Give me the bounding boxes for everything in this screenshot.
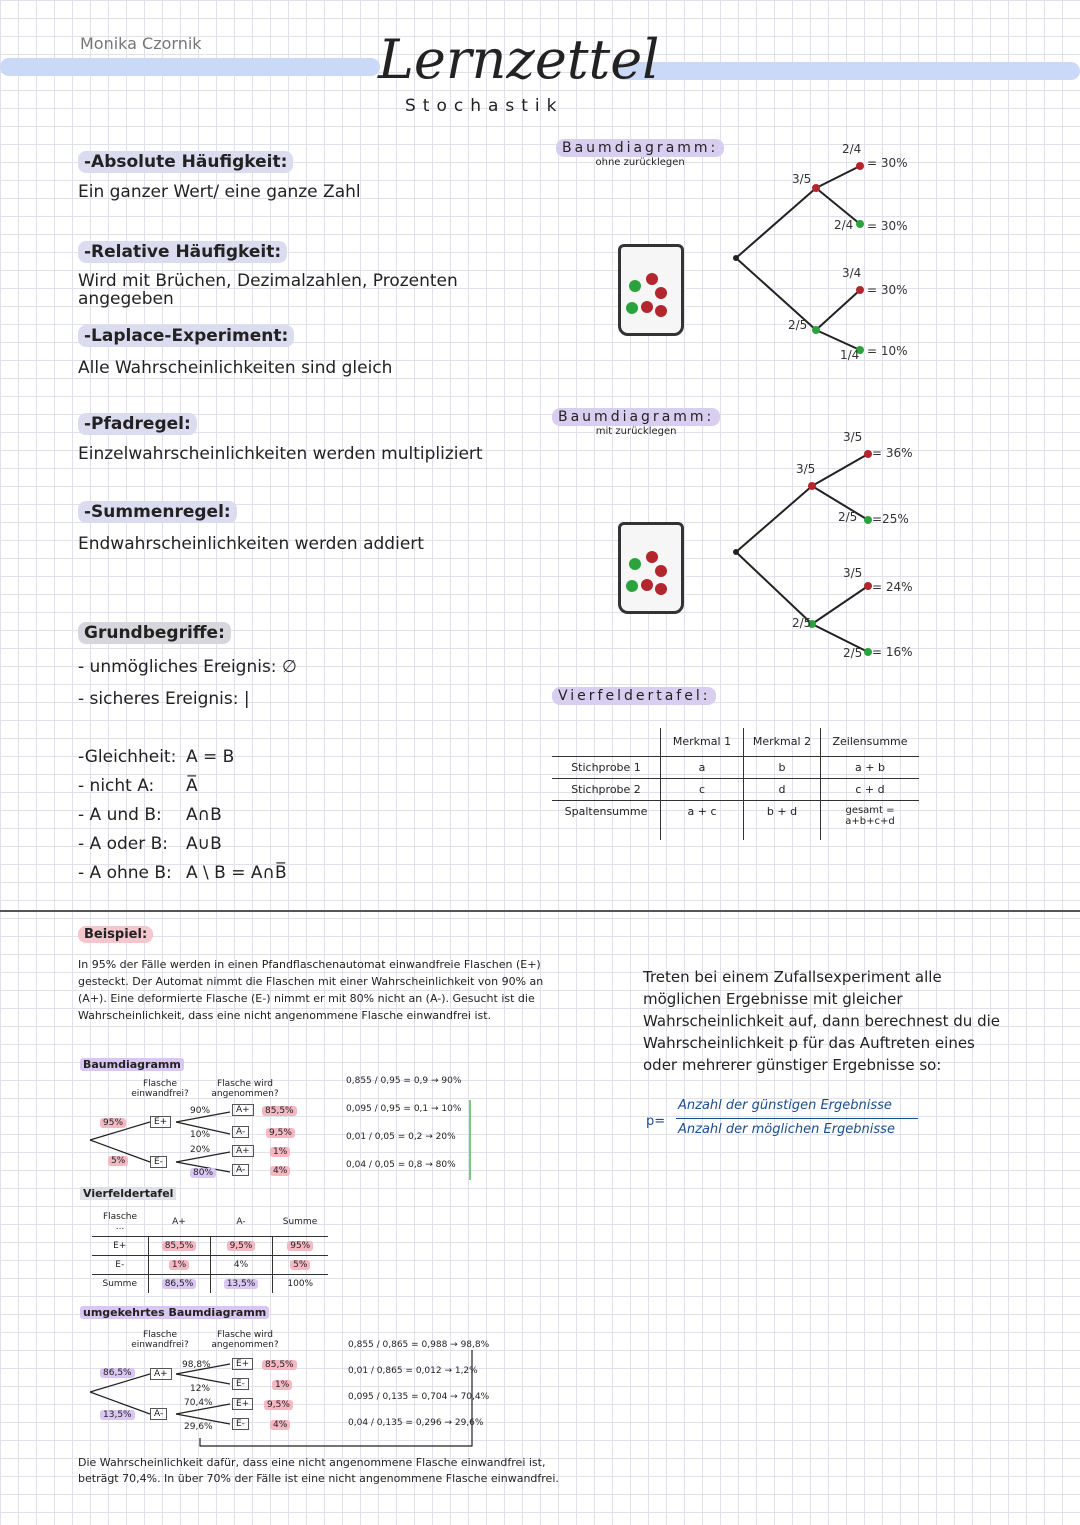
tree1-sub: ohne zurücklegen bbox=[595, 157, 685, 168]
tree1-branch: 2/4 bbox=[834, 218, 854, 232]
vf-cell: Flasche ... bbox=[102, 1212, 138, 1232]
tree2-branch: 2/5 bbox=[792, 616, 812, 630]
first-branch: 86,5% bbox=[100, 1368, 135, 1378]
grundbegriffe-heading: Grundbegriffe: bbox=[78, 622, 231, 644]
calc: 0,04 / 0,135 = 0,296 → 29,6% bbox=[348, 1418, 484, 1428]
vf-cell: 1% bbox=[148, 1256, 210, 1275]
leaf: E- bbox=[232, 1418, 249, 1430]
col-label: Flasche einwandfrei? bbox=[131, 1079, 189, 1099]
vf-cell: a + b bbox=[821, 756, 920, 778]
leaf: E+ bbox=[232, 1398, 253, 1410]
first-branch: 5% bbox=[108, 1156, 128, 1166]
leaf: A+ bbox=[232, 1104, 254, 1116]
vf-cell: 13,5% bbox=[210, 1275, 272, 1294]
notation-label: -Gleichheit: bbox=[78, 747, 177, 767]
page-title: Lernzettel bbox=[378, 28, 660, 91]
vf-cell: Spaltensumme bbox=[564, 804, 648, 818]
tree1-result: = 30% bbox=[867, 219, 908, 233]
grundbegriffe-item: - unmögliches Ereignis: ∅ bbox=[78, 657, 297, 677]
second-branch: 80% bbox=[190, 1168, 216, 1178]
calc: 0,095 / 0,95 = 0,1 → 10% bbox=[346, 1104, 462, 1114]
leaf-value: 9,5% bbox=[264, 1400, 293, 1410]
tree2-header bbox=[552, 408, 720, 437]
leaf: E+ bbox=[232, 1358, 253, 1370]
def-text: Alle Wahrscheinlichkeiten sind gleich bbox=[78, 358, 393, 378]
vf-cell: a + c bbox=[661, 800, 744, 840]
tree2-branch: 3/5 bbox=[796, 462, 816, 476]
node: A- bbox=[150, 1408, 167, 1420]
vf-cell: 86,5% bbox=[148, 1275, 210, 1294]
col-label: Flasche einwandfrei? bbox=[131, 1330, 189, 1350]
leaf: E- bbox=[232, 1378, 249, 1390]
leaf-value: 4% bbox=[270, 1420, 290, 1430]
calc: 0,04 / 0,05 = 0,8 → 80% bbox=[346, 1160, 456, 1170]
vf-cell: 85,5% bbox=[148, 1237, 210, 1256]
calc: 0,095 / 0,135 = 0,704 → 70,4% bbox=[348, 1392, 490, 1402]
vf-cell: a bbox=[661, 756, 744, 778]
page-subtitle: Stochastik bbox=[405, 96, 564, 116]
vf-cell: A+ bbox=[172, 1217, 186, 1227]
vf-cell: 95% bbox=[272, 1237, 328, 1256]
first-branch: 95% bbox=[100, 1118, 126, 1128]
vf-cell: E- bbox=[115, 1260, 125, 1270]
leaf-value: 85,5% bbox=[262, 1360, 297, 1370]
tree2-branch: 2/5 bbox=[838, 510, 858, 524]
notation-label: - nicht A: bbox=[78, 776, 155, 796]
second-branch: 12% bbox=[190, 1384, 211, 1394]
calc: 0,01 / 0,865 = 0,012 → 1,2% bbox=[348, 1366, 478, 1376]
tree1-result: = 30% bbox=[867, 283, 908, 297]
tree1-result: = 30% bbox=[867, 156, 908, 170]
tree1-branch: 1/4 bbox=[840, 348, 860, 362]
notation-label: - A und B: bbox=[78, 805, 162, 825]
cup-icon bbox=[618, 522, 684, 614]
second-branch: 29,6% bbox=[184, 1422, 213, 1432]
first-branch: 13,5% bbox=[100, 1410, 135, 1420]
vf-cell: Summe bbox=[102, 1279, 137, 1289]
laplace-denominator: Anzahl der möglichen Ergebnisse bbox=[678, 1122, 895, 1137]
vf-cell: Merkmal 1 bbox=[661, 728, 744, 756]
leaf: A+ bbox=[232, 1145, 254, 1157]
notation-value: A̅ bbox=[186, 776, 198, 796]
leaf-value: 4% bbox=[270, 1166, 290, 1176]
vf-cell: b bbox=[744, 756, 821, 778]
vf-cell bbox=[552, 728, 661, 756]
notation-value: A∪B bbox=[186, 834, 222, 854]
def-heading: -Absolute Häufigkeit: bbox=[78, 151, 293, 173]
example-conclusion: Die Wahrscheinlichkeit dafür, dass eine nicht angenommene Flasche einwandfrei ist, beträgt 70,4%. In über 70% der Fälle ist eine nicht angenommene Flasche einwandfrei. bbox=[78, 1456, 559, 1485]
tree2-result: = 16% bbox=[872, 645, 913, 659]
vf-cell: E+ bbox=[113, 1241, 127, 1251]
vf-cell: 5% bbox=[272, 1256, 328, 1275]
vf-cell: 4% bbox=[210, 1256, 272, 1275]
leaf-value: 1% bbox=[270, 1147, 290, 1157]
notation-value: A \ B = A∩B̅ bbox=[186, 863, 287, 883]
vf-cell: Merkmal 2 bbox=[744, 728, 821, 756]
fraction-bar bbox=[676, 1118, 918, 1119]
tree1-result: = 10% bbox=[867, 344, 908, 358]
vf-cell: gesamt = a+b+c+d bbox=[821, 800, 920, 840]
calc: 0,855 / 0,865 = 0,988 → 98,8% bbox=[348, 1340, 490, 1350]
example-vf-table bbox=[92, 1208, 328, 1293]
tree1-header bbox=[556, 139, 724, 168]
col-label: Flasche wird angenommen? bbox=[211, 1330, 279, 1350]
def-heading: -Laplace-Experiment: bbox=[78, 325, 294, 347]
tree2-branch: 3/5 bbox=[843, 566, 863, 580]
vf-cell: Stichprobe 1 bbox=[571, 760, 641, 774]
tree2-branch: 2/5 bbox=[843, 646, 863, 660]
notation-label: - A ohne B: bbox=[78, 863, 172, 883]
notation-value: A∩B bbox=[186, 805, 222, 825]
def-text: Ein ganzer Wert/ eine ganze Zahl bbox=[78, 182, 361, 202]
def-text: Einzelwahrscheinlichkeiten werden multipliziert bbox=[78, 444, 483, 464]
def-heading: -Summenregel: bbox=[78, 501, 237, 523]
vf-cell: b + d bbox=[744, 800, 821, 840]
vf-cell: Summe bbox=[282, 1217, 318, 1227]
tree2-result: = 24% bbox=[872, 580, 913, 594]
vf-cell: A- bbox=[236, 1217, 246, 1227]
def-heading: -Relative Häufigkeit: bbox=[78, 241, 287, 263]
node: E- bbox=[150, 1156, 167, 1168]
second-branch: 98,8% bbox=[182, 1360, 211, 1370]
tree2-branch: 3/5 bbox=[843, 430, 863, 444]
cup-icon bbox=[618, 244, 684, 336]
tree1-branch: 3/4 bbox=[842, 266, 862, 280]
grundbegriffe-item: - sicheres Ereignis: | bbox=[78, 689, 250, 709]
laplace-p: p= bbox=[646, 1114, 666, 1129]
example-vf-label: Vierfeldertafel bbox=[80, 1187, 176, 1200]
definitions bbox=[78, 152, 538, 554]
col-label: Flasche wird angenommen? bbox=[211, 1079, 279, 1099]
tree1-branch: 3/5 bbox=[792, 172, 812, 186]
second-branch: 70,4% bbox=[184, 1398, 213, 1408]
laplace-numerator: Anzahl der günstigen Ergebnisse bbox=[678, 1098, 892, 1113]
vierfeldertafel-table bbox=[552, 728, 919, 840]
example-text: In 95% der Fälle werden in einen Pfandflaschenautomat einwandfreie Flaschen (E+) gesteckt. Der Automat nimmt die Flaschen mit einer Wahrscheinlichkeit von 90% an (A+). Eine deformierte Flasche (E-) nimmt er mit 80% nicht an (A-). Gesucht ist die Wahrscheinlichkeit, dass eine nicht angenommene Flasche einwandfrei ist. bbox=[78, 958, 544, 1022]
second-branch: 10% bbox=[190, 1130, 211, 1140]
vf-cell: c + d bbox=[821, 778, 920, 800]
tree2-sub: mit zurücklegen bbox=[595, 426, 677, 437]
author: Monika Czornik bbox=[80, 34, 202, 53]
def-text: Endwahrscheinlichkeiten werden addiert bbox=[78, 534, 424, 554]
vf-cell: Stichprobe 2 bbox=[571, 782, 641, 796]
tree1-heading: Baumdiagramm: bbox=[556, 139, 724, 157]
vf-cell: d bbox=[744, 778, 821, 800]
example-tree-label: Baumdiagramm bbox=[80, 1058, 184, 1071]
second-branch: 90% bbox=[190, 1106, 211, 1116]
def-text: Wird mit Brüchen, Dezimalzahlen, Prozenten angegeben bbox=[78, 271, 458, 309]
leaf-value: 85,5% bbox=[262, 1106, 297, 1116]
section-divider bbox=[0, 910, 1080, 912]
header-band-left bbox=[0, 58, 380, 76]
leaf-value: 9,5% bbox=[266, 1128, 295, 1138]
tree2-result: = 36% bbox=[872, 446, 913, 460]
example-heading: Beispiel: bbox=[78, 926, 153, 943]
leaf-value: 1% bbox=[272, 1380, 292, 1390]
def-heading: -Pfadregel: bbox=[78, 413, 197, 435]
vf-cell: c bbox=[661, 778, 744, 800]
vierfeldertafel-heading: Vierfeldertafel: bbox=[552, 685, 716, 704]
notation-value: A = B bbox=[186, 747, 235, 767]
vf-cell: 9,5% bbox=[210, 1237, 272, 1256]
example-rev-label: umgekehrtes Baumdiagramm bbox=[80, 1306, 269, 1319]
example-heading-wrap bbox=[78, 923, 153, 942]
grundbegriffe bbox=[78, 623, 498, 892]
calc: 0,01 / 0,05 = 0,2 → 20% bbox=[346, 1132, 456, 1142]
second-branch: 20% bbox=[190, 1145, 211, 1155]
tree2-result: =25% bbox=[872, 512, 909, 526]
node: A+ bbox=[150, 1368, 172, 1380]
tree2-heading: Baumdiagramm: bbox=[552, 408, 720, 426]
tree1-branch: 2/5 bbox=[788, 318, 808, 332]
calc: 0,855 / 0,95 = 0,9 → 90% bbox=[346, 1076, 462, 1086]
leaf: A- bbox=[232, 1164, 249, 1176]
vf-cell: Zeilensumme bbox=[821, 728, 920, 756]
notation-label: - A oder B: bbox=[78, 834, 169, 854]
vf-cell: 100% bbox=[272, 1275, 328, 1294]
header-band-right bbox=[615, 62, 1080, 80]
tree1-branch: 2/4 bbox=[842, 142, 862, 156]
leaf: A- bbox=[232, 1126, 249, 1138]
node: E+ bbox=[150, 1116, 171, 1128]
laplace-text: Treten bei einem Zufallsexperiment alle möglichen Ergebnisse mit gleicher Wahrscheinlichkeit auf, dann berechnest du die Wahrscheinlichkeit p für das Auftreten eines oder mehrerer günstiger Ergebnisse so: bbox=[643, 968, 1000, 1074]
